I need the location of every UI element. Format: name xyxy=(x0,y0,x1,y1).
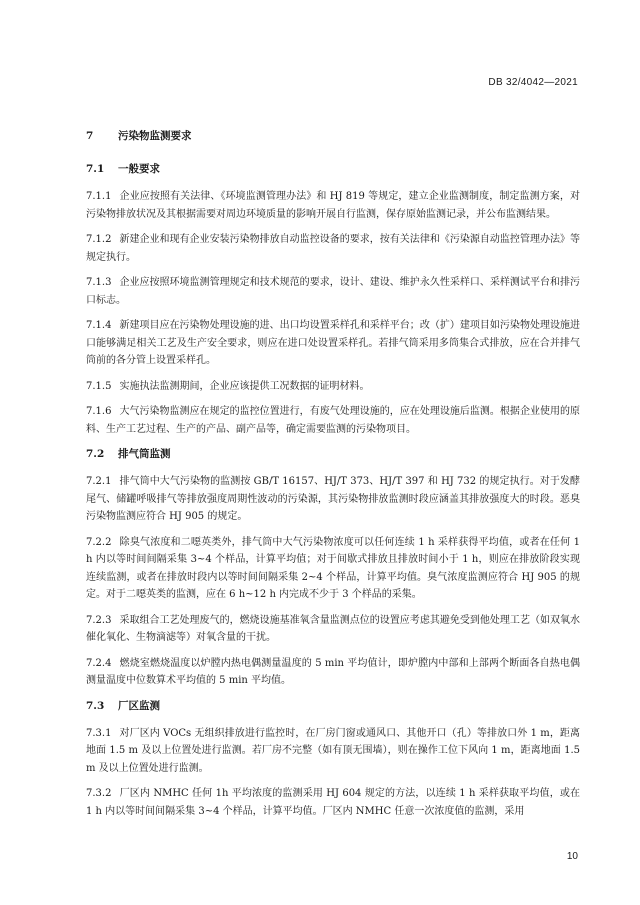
subsection-number: 7.1 xyxy=(86,163,105,175)
subsection-number: 7.3 xyxy=(86,699,105,712)
subsection-title: 厂区监测 xyxy=(118,699,160,712)
clause-number: 7.2.2 xyxy=(86,536,112,548)
clause-number: 7.2.1 xyxy=(86,476,112,487)
clause-paragraph xyxy=(86,473,580,526)
page-number: 10 xyxy=(566,851,578,862)
subsection-7-3 xyxy=(86,698,580,821)
clause-number: 7.3.2 xyxy=(86,788,112,799)
clause-text: 燃烧室燃烧温度以炉膛内热电偶测量温度的 5 min 平均值计，即炉膛内中部和上部两个断面各自热电偶测量温度中位数算术平均值的 5 min 平均值。 xyxy=(86,657,580,686)
clause-number: 7.1.1 xyxy=(86,191,112,202)
clause-number: 7.3.1 xyxy=(86,727,112,739)
clause-text: 新建项目应在污染物处理设施的进、出口均设置采样孔和采样平台；改（扩）建项目如污染物处理设施进口能够满足相关工艺及生产安全要求，则应在进口处设置采样孔。若排气筒采用多筒集合式排放，应在合并排气筒前的各分管上设置采样孔。 xyxy=(86,320,580,366)
clause-number: 7.1.6 xyxy=(86,406,112,417)
subsection-heading xyxy=(86,698,580,713)
clause-paragraph xyxy=(86,274,580,309)
clause-paragraph xyxy=(86,188,580,223)
clause-text: 企业应按照有关法律、《环境监测管理办法》和 HJ 819 等规定，建立企业监测制度，制定监测方案，对污染物排放状况及其根据需要对周边环境质量的影响开展自行监测，保存原始监测记录，并公布监测结果。 xyxy=(86,191,580,220)
clause-number: 7.2.4 xyxy=(86,657,112,669)
clause-number: 7.1.4 xyxy=(86,320,112,331)
clause-text: 大气污染物监测应在规定的监控位置进行，有废气处理设施的，应在处理设施后监测。根据企业使用的原料、生产工艺过程、生产的产品、副产品等，确定需要监测的污染物项目。 xyxy=(86,406,580,435)
subsection-heading xyxy=(86,446,580,461)
subsection-7-2 xyxy=(86,446,580,690)
clause-paragraph xyxy=(86,655,580,690)
clause-text: 对厂区内 VOCs 无组织排放进行监控时，在厂房门窗或通风口、其他开口（孔）等排放口外 1 m，距离地面 1.5 m 及以上位置处进行监测。若厂房不完整（如有顶无围墙），则在操作工位下风向 1 m，距离地面 1.5 m 及以上位置处进行监测。 xyxy=(86,727,580,774)
section-number: 7 xyxy=(86,130,94,142)
clause-paragraph xyxy=(86,785,580,820)
subsection-heading xyxy=(86,161,580,176)
standard-code: DB 32/4042—2021 xyxy=(488,77,578,88)
subsection-title: 排气筒监测 xyxy=(118,448,171,460)
clause-text: 除臭气浓度和二噁英类外，排气筒中大气污染物浓度可以任何连续 1 h 采样获得平均值，或者在任何 1 h 内以等时间间隔采集 3~4 个样品，计算平均值；对于间歇式排放且排放时间小于 1 h，则应在排放阶段实现连续监测，或者在排放时段内以等时间间隔采集 2~4 个样品，计算平均值。臭气浓度监测应符合 HJ 905 的规定。对于二噁英类的监测，应在 6 h~12 h 内完成不少于 3 个样品的采集。 xyxy=(86,536,580,600)
subsection-7-1 xyxy=(86,161,580,438)
clause-paragraph xyxy=(86,378,580,396)
clause-paragraph xyxy=(86,725,580,778)
section-title: 污染物监测要求 xyxy=(118,130,192,142)
clause-text: 采取组合工艺处理废气的，燃烧设施基准氧含量监测点位的设置应考虑其避免受到他处理工艺（如双氧水催化氧化、生物滴滤等）对氧含量的干扰。 xyxy=(86,614,580,643)
clause-number: 7.2.3 xyxy=(86,614,112,626)
clause-text: 排气筒中大气污染物的监测按 GB/T 16157、HJ/T 373、HJ/T 397 和 HJ 732 的规定执行。对于发酵尾气、储罐呼吸排气等排放强度周期性波动的污染源，其污染物排放监测时段应涵盖其排放强度大的时段。恶臭污染物监测应符合 HJ 905 的规定。 xyxy=(86,476,580,522)
clause-text: 实施执法监测期间，企业应该提供工况数据的证明材料。 xyxy=(119,380,370,392)
clause-number: 7.1.3 xyxy=(86,277,112,288)
clause-text: 企业应按照环境监测管理规定和技术规范的要求，设计、建设、维护永久性采样口、采样测试平台和排污口标志。 xyxy=(86,277,580,306)
clause-paragraph xyxy=(86,231,580,266)
clause-text: 厂区内 NMHC 任何 1h 平均浓度的监测采用 HJ 604 规定的方法，以连续 1 h 采样获取平均值，或在 1 h 内以等时间间隔采集 3~4 个样品，计算平均值。厂区内 NMHC 任意一次浓度值的监测，采用 xyxy=(86,788,580,817)
subsection-title: 一般要求 xyxy=(118,163,160,175)
document-body xyxy=(86,128,580,828)
clause-number: 7.1.5 xyxy=(86,380,112,392)
clause-text: 新建企业和现有企业安装污染物排放自动监控设备的要求，按有关法律和《污染源自动监控管理办法》等规定执行。 xyxy=(86,234,580,263)
clause-number: 7.1.2 xyxy=(86,234,112,245)
section-heading xyxy=(86,128,580,143)
clause-paragraph xyxy=(86,612,580,647)
clause-paragraph xyxy=(86,403,580,438)
subsection-number: 7.2 xyxy=(86,448,105,460)
clause-paragraph xyxy=(86,317,580,370)
clause-paragraph xyxy=(86,534,580,604)
